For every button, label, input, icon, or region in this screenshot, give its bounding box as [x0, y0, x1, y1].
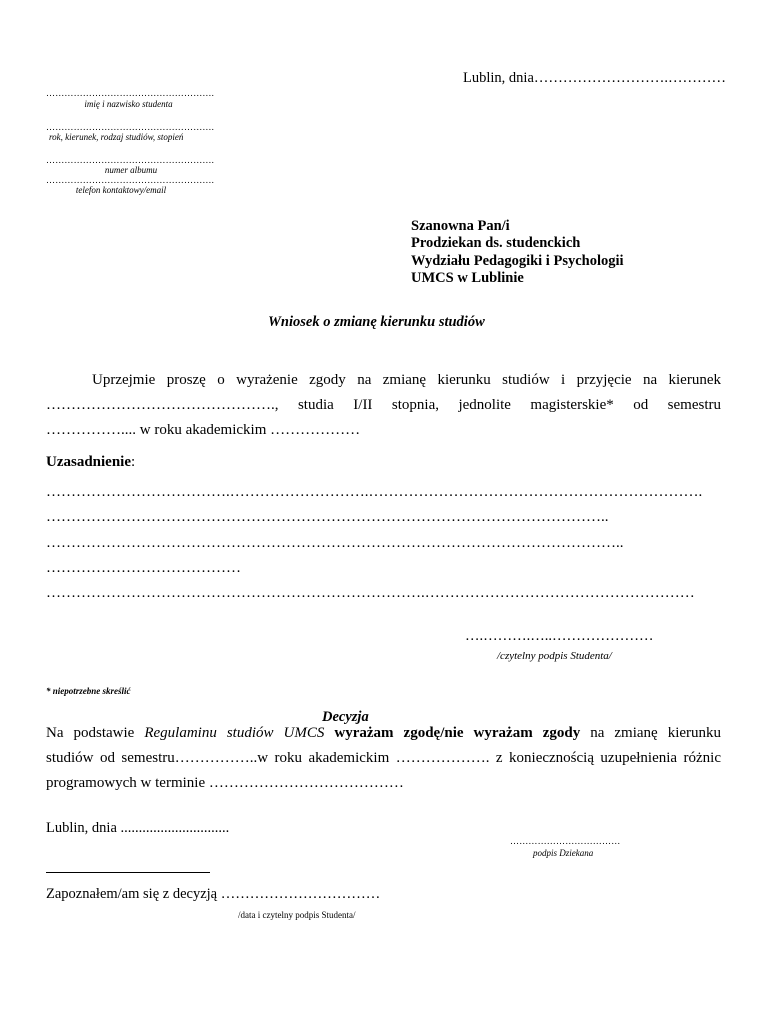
contact-dots: ………………………………………………. [46, 175, 215, 185]
addressee-line-1: Szanowna Pan/i [411, 218, 510, 234]
place-date: Lublin, dnia……………………….………… [463, 70, 727, 86]
request-line-2: ………………………………………., studia I/II stopnia, jednolite magisterskie* od semestru [46, 397, 721, 413]
dean-signature-label: podpis Dziekana [533, 848, 594, 858]
footnote: * niepotrzebne skreślić [46, 686, 131, 696]
dean-place-date: Lublin, dnia .............................. [46, 820, 230, 836]
decision-line-1 [46, 721, 721, 746]
justification-line: …………………………………………………………………………………………………….. [46, 535, 624, 551]
justification-line: ………………………………………………………………………………………………….. [46, 509, 609, 525]
decision-paragraph [46, 721, 721, 796]
addressee-line-3: Wydziału Pedagogiki i Psychologii [411, 253, 624, 269]
request-line-1: Uprzejmie proszę o wyrażenie zgody na zmianę kierunku studiów i przyjęcie na kierunek [92, 372, 721, 388]
justification-colon: : [131, 454, 136, 470]
decision-choice: wyrażam zgodę/nie wyrażam zgody [334, 725, 581, 741]
student-name-label: imię i nazwisko studenta [84, 99, 173, 109]
justification-label: Uzasadnienie [46, 454, 132, 470]
decision-line-3: programowych w terminie ………………………………… [46, 775, 404, 791]
justification-line: ………………………………… [46, 560, 241, 576]
decision-heading: Decyzja [322, 709, 369, 725]
regulations-reference: Regulaminu studiów UMCS [144, 725, 325, 741]
document-title: Wniosek o zmianę kierunku studiów [268, 314, 485, 330]
justification-line: ……………………………….……………………….…………………………………………………………. [46, 484, 703, 500]
addressee-line-4: UMCS w Lublinie [411, 270, 524, 286]
acknowledgement-label: /data i czytelny podpis Studenta/ [238, 910, 356, 920]
decision-text: Na podstawie [46, 725, 145, 741]
justification-line: ………………………………………………………………….……………………………………………… [46, 585, 695, 601]
decision-text: na zmianę kierunku [580, 725, 722, 741]
decision-space [324, 725, 334, 741]
decision-line-2: studiów od semestru……………..w roku akademickim ………………. z koniecznością uzupełnienia różnic [46, 750, 721, 766]
student-course-dots: ………………………………………………. [46, 122, 215, 132]
album-number-dots: ………………………………………………. [46, 155, 215, 165]
student-signature-label: /czytelny podpis Studenta/ [497, 650, 612, 662]
dean-signature-dots: ……………………………… [510, 836, 621, 846]
separator-line [46, 872, 210, 873]
student-name-dots: ………………………………………………. [46, 88, 215, 98]
addressee-line-2: Prodziekan ds. studenckich [411, 235, 581, 251]
justification-heading [46, 454, 135, 471]
album-number-label: numer albumu [104, 165, 158, 175]
contact-label: telefon kontaktowy/email [75, 185, 167, 195]
request-paragraph [46, 368, 721, 443]
student-signature-dots: ….……….…..………………… [465, 628, 654, 644]
acknowledgement-text: Zapoznałem/am się z decyzją …………………………… [46, 886, 381, 902]
student-course-label: rok, kierunek, rodzaj studiów, stopień [49, 132, 184, 142]
request-line-3: …………….... w roku akademickim ……………… [46, 422, 361, 438]
